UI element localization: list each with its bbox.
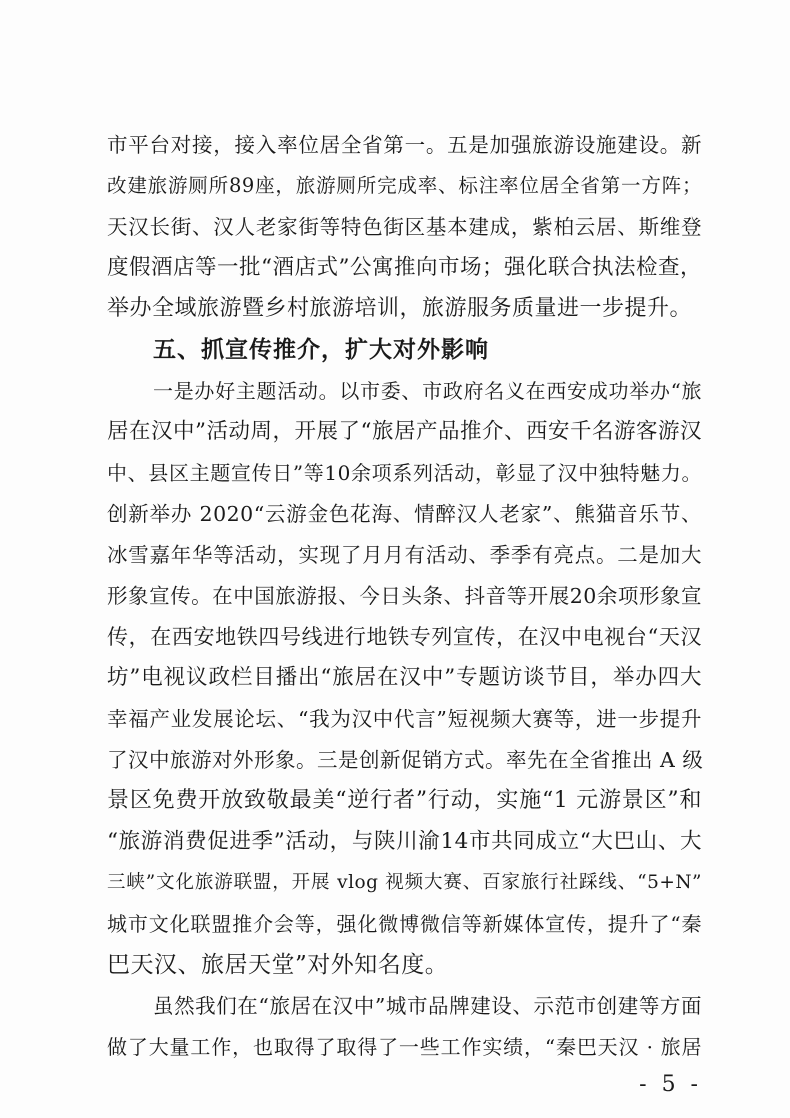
- paragraph-line: 景区免费开放致敬最美“逆行者”行动，实施“1 元游景区”和: [107, 788, 702, 813]
- paragraph-line: 三峡”文化旅游联盟，开展 vlog 视频大赛、百家旅行社踩线、“5+N”: [107, 872, 702, 893]
- paragraph-line: 改建旅游厕所89座，旅游厕所完成率、标注率位居全省第一方阵；: [107, 174, 702, 197]
- paragraph-line: “旅游消费促进季”活动，与陕川渝14市共同成立“大巴山、大: [107, 829, 702, 854]
- paragraph-line: 冰雪嘉年华等活动，实现了月月有活动、季季有亮点。二是加大: [107, 543, 702, 567]
- paragraph-line: 城市文化联盟推介会等，强化微博微信等新媒体宣传，提升了“秦: [107, 912, 702, 936]
- paragraph-line: 坊”电视议政栏目播出“旅居在汉中”专题访谈节目，举办四大: [107, 665, 702, 690]
- page-number: - 5 -: [639, 1072, 702, 1097]
- paragraph-line: 居在汉中”活动周，开展了“旅居产品推介、西安千名游客游汉: [107, 419, 702, 444]
- paragraph-line: 创新举办 2020“云游金色花海、情醉汉人老家”、熊猫音乐节、: [107, 502, 702, 526]
- paragraph-line: 中、县区主题宣传日”等10余项系列活动，彰显了汉中独特魅力。: [107, 461, 702, 485]
- section-heading: 五、抓宣传推介，扩大对外影响: [153, 337, 489, 363]
- paragraph-line: 做了大量工作，也取得了取得了一些工作实绩，“秦巴天汉 · 旅居: [107, 1035, 702, 1059]
- paragraph-line: 一是办好主题活动。以市委、市政府名义在西安成功举办“旅: [153, 379, 702, 403]
- paragraph-line: 了汉中旅游对外形象。三是创新促销方式。率先在全省推出 A 级: [107, 748, 704, 772]
- paragraph-line: 传，在西安地铁四号线进行地铁专列宣传，在汉中电视台“天汉: [107, 625, 702, 649]
- paragraph-line: 形象宣传。在中国旅游报、今日头条、抖音等开展20余项形象宣: [107, 584, 702, 608]
- paragraph-line: 度假酒店等一批“酒店式”公寓推向市场；强化联合执法检查，: [107, 255, 702, 280]
- paragraph-line: 举办全域旅游暨乡村旅游培训，旅游服务质量进一步提升。: [107, 296, 693, 321]
- paragraph-line: 市平台对接，接入率位居全省第一。五是加强旅游设施建设。新: [107, 133, 702, 157]
- paragraph-line: 天汉长街、汉人老家街等特色街区基本建成，紫柏云居、斯维登: [107, 215, 702, 239]
- paragraph-line: 幸福产业发展论坛、“我为汉中代言”短视频大赛等，进一步提升: [107, 707, 702, 731]
- paragraph-line: 虽然我们在“旅居在汉中”城市品牌建设、示范市创建等方面: [153, 994, 702, 1018]
- paragraph-line: 巴天汉、旅居天堂”对外知名度。: [107, 952, 449, 978]
